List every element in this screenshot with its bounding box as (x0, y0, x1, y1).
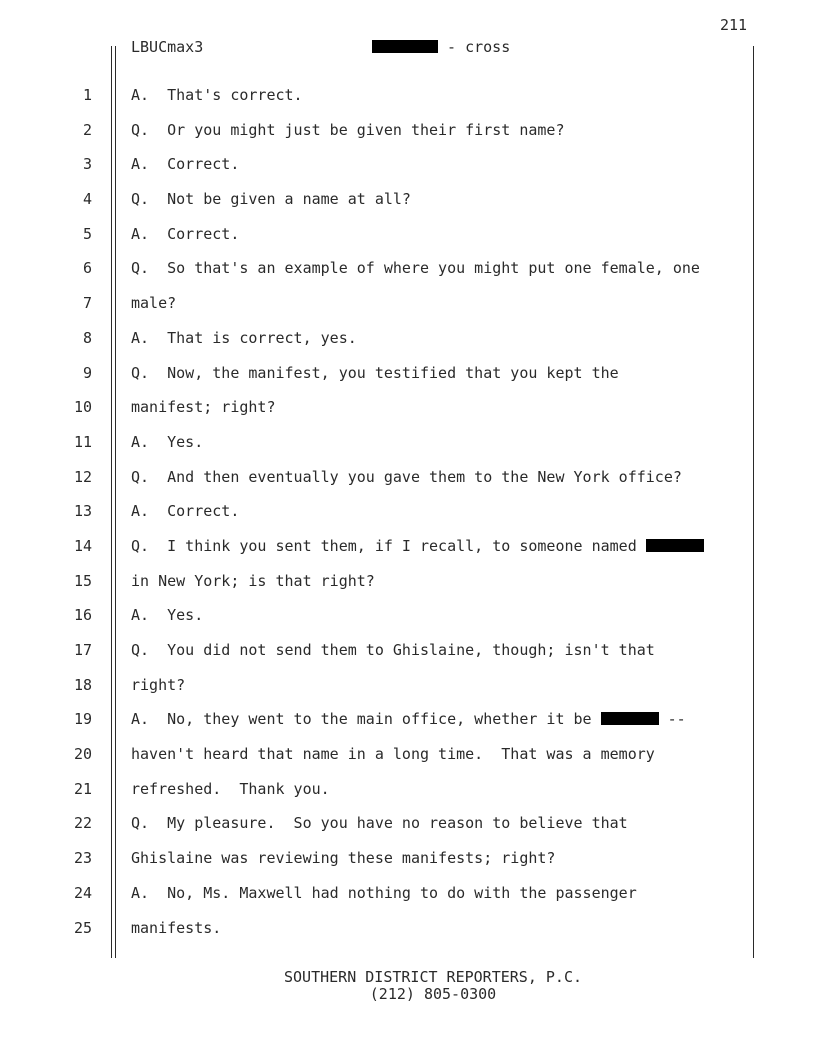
transcript-line (0, 433, 816, 468)
transcript-line (0, 259, 816, 294)
line-text-segment: A. Correct. (131, 502, 240, 521)
witness-heading (372, 38, 510, 56)
line-text (131, 364, 619, 382)
line-text-segment: Q. And then eventually you gave them to the New York office? (131, 467, 682, 486)
line-number: 18 (73, 675, 92, 694)
line-text (131, 780, 330, 798)
transcript-line (0, 572, 816, 607)
line-text-segment: A. No, they went to the main office, whether it be (131, 710, 601, 729)
line-text (131, 294, 176, 312)
line-text-segment: right? (131, 675, 186, 694)
case-id: LBUCmax3 (131, 38, 204, 56)
line-text (131, 606, 203, 624)
transcript-line (0, 537, 816, 572)
line-text (131, 121, 564, 139)
line-number: 25 (73, 918, 92, 937)
line-number: 20 (73, 745, 92, 764)
line-number: 24 (73, 883, 92, 902)
transcript-line (0, 225, 816, 260)
line-text (131, 329, 357, 347)
line-text-segment: A. That is correct, yes. (131, 328, 357, 347)
reporter-name: SOUTHERN DISTRICT REPORTERS, P.C. (283, 968, 582, 986)
line-number: 21 (73, 779, 92, 798)
transcript-line (0, 364, 816, 399)
line-text (131, 155, 239, 173)
transcript-lines (0, 86, 816, 953)
line-number: 6 (82, 259, 92, 278)
line-text (131, 676, 185, 694)
line-text-segment: A. That's correct. (131, 86, 303, 104)
line-text (131, 641, 655, 659)
transcript-line (0, 641, 816, 676)
line-number: 1 (82, 86, 92, 104)
line-text (131, 86, 303, 104)
line-text-segment: Q. Now, the manifest, you testified that you kept the (131, 363, 619, 382)
transcript-line (0, 676, 816, 711)
line-text-segment: -- (658, 710, 686, 729)
transcript-line (0, 329, 816, 364)
transcript-line (0, 745, 816, 780)
line-text-segment: A. Correct. (131, 224, 240, 243)
line-number: 7 (82, 294, 92, 313)
line-text-segment: Q. Or you might just be given their first name? (131, 120, 565, 139)
transcript-line (0, 780, 816, 815)
line-text-segment: manifest; right? (131, 398, 276, 417)
line-text-segment: A. Yes. (131, 432, 204, 451)
line-number: 15 (73, 571, 92, 590)
line-text (131, 433, 203, 451)
line-number: 10 (73, 398, 92, 417)
line-text-segment: A. Yes. (131, 606, 204, 625)
line-number: 9 (82, 363, 92, 382)
line-number: 4 (82, 190, 92, 209)
transcript-line (0, 849, 816, 884)
line-text (131, 710, 686, 728)
line-text-segment: Ghislaine was reviewing these manifests; right? (131, 849, 556, 868)
line-text (131, 259, 700, 277)
transcript-line (0, 502, 816, 537)
line-text-segment: male? (131, 294, 177, 313)
line-text-segment: Q. My pleasure. So you have no reason to believe that (131, 814, 628, 833)
line-text-segment: manifests. (131, 918, 222, 937)
line-number: 11 (73, 432, 92, 451)
line-number: 12 (73, 467, 92, 486)
line-text-segment: Q. Not be given a name at all? (131, 190, 411, 209)
witness-suffix: - cross (438, 38, 511, 56)
transcript-line (0, 86, 816, 121)
line-number: 23 (73, 849, 92, 868)
line-text (131, 919, 221, 937)
transcript-line (0, 155, 816, 190)
line-number: 17 (73, 641, 92, 659)
reporter-phone: (212) 805-0300 (369, 985, 497, 1003)
line-text (131, 398, 276, 416)
line-number: 19 (73, 710, 92, 729)
line-text (131, 814, 628, 832)
line-text-segment: Q. I think you sent them, if I recall, to someone named (131, 536, 646, 555)
line-text-segment: haven't heard that name in a long time. That was a memory (131, 745, 655, 764)
line-text (131, 572, 375, 590)
transcript-line (0, 468, 816, 503)
transcript-line (0, 294, 816, 329)
redaction-bar (646, 539, 704, 552)
transcript-line (0, 919, 816, 954)
line-text (131, 225, 239, 243)
line-text-segment: refreshed. Thank you. (131, 779, 330, 798)
transcript-line (0, 190, 816, 225)
line-text (131, 849, 555, 867)
page-number: 211 (720, 16, 748, 34)
line-text (131, 745, 655, 763)
line-text-segment: in New York; is that right? (131, 571, 375, 590)
redaction-bar (601, 712, 659, 725)
line-number: 22 (73, 814, 92, 833)
transcript-line (0, 710, 816, 745)
transcript-line (0, 606, 816, 641)
line-text-segment: Q. So that's an example of where you might put one female, one (131, 259, 700, 278)
line-number: 2 (82, 120, 92, 139)
line-number: 16 (73, 606, 92, 625)
line-number: 13 (73, 502, 92, 521)
line-text (131, 884, 637, 902)
line-number: 14 (73, 536, 92, 555)
line-text-segment: Q. You did not send them to Ghislaine, though; isn't that (131, 641, 655, 659)
line-number: 5 (82, 224, 92, 243)
line-text (131, 190, 411, 208)
footer (0, 969, 816, 1003)
line-text (131, 502, 239, 520)
transcript-line (0, 814, 816, 849)
redaction-bar (372, 40, 438, 53)
line-text (131, 468, 682, 486)
line-text-segment: A. No, Ms. Maxwell had nothing to do with the passenger (131, 883, 637, 902)
line-number: 3 (82, 155, 92, 174)
line-number: 8 (82, 328, 92, 347)
transcript-line (0, 121, 816, 156)
line-text-segment: A. Correct. (131, 155, 240, 174)
transcript-line (0, 884, 816, 919)
line-text (131, 537, 704, 555)
transcript-line (0, 398, 816, 433)
